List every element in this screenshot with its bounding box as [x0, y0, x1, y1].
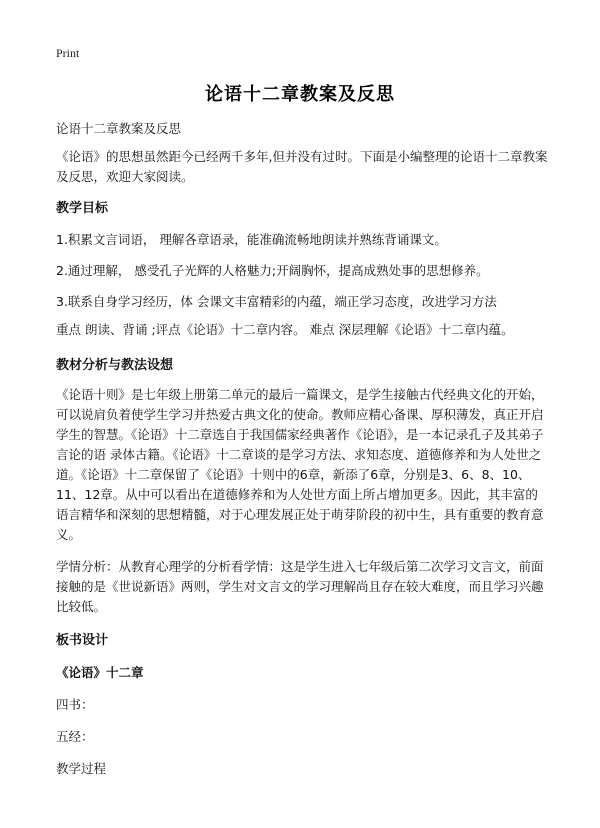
board-line: 教学过程 — [56, 761, 107, 776]
article-body — [56, 119, 550, 791]
analysis-paragraph: 《论语十则》是七年级上册第二单元的最后一篇课文，是学生接触古代经典文化的开始，可以说肩负着使学生学习并热爱古典文化的使命。教师应精心备课、厚积薄发，真正开启学生的智慧。《论语》十二章选自于我国儒家经典著作《论语》，是一本记录孔子及其弟子言论的语 录体古籍。《论语》十二章谈的是学习方法、求知态度、道德修养和为人处世之道。《论语》十二章保留了《论语》十则中的6章，新添了6章，分别是3、6、8、10、11、12章。从中可以看出在道德修养和为人处世方面上所占增加更多。因此，其丰富的语言精华和深刻的思想精髓，对于心理发展正处于萌芽阶段的初中生，具有重要的教育意义。 — [56, 387, 544, 542]
article-subtitle: 论语十二章教案及反思 — [56, 121, 182, 136]
goal-item: 3.联系自身学习经历，体 会课文丰富精彩的内蕴，端正学习态度，改进学习方法 — [56, 294, 497, 309]
board-design-heading: 板书设计 — [56, 633, 109, 648]
board-line: 五经： — [56, 729, 94, 744]
intro-paragraph: 《论语》的思想虽然距今已经两千多年,但并没有过时。下面是小编整理的论语十二章教案及反思，欢迎大家阅读。 — [56, 149, 548, 184]
print-link[interactable]: Print — [56, 46, 80, 60]
goal-item: 1.积累文言词语， 理解各章语录，能准确流畅地朗读并熟练背诵课文。 — [56, 232, 447, 247]
page-title: 论语十二章教案及反思 — [205, 84, 395, 105]
teaching-goals-heading: 教学目标 — [56, 201, 109, 216]
board-title: 《论语》十二章 — [56, 665, 144, 680]
learner-analysis-paragraph: 学情分析：从教育心理学的分析看学情：这是学生进入七年级后第二次学习文言文，前面接触的是《世说新语》两则，学生对文言文的学习理解尚且存在较大难度，而且学习兴趣比较低。 — [56, 559, 544, 614]
analysis-heading: 教材分析与教法设想 — [56, 358, 174, 373]
key-points-paragraph: 重点 朗读、背诵 ;评点《论语》十二章内容。 难点 深层理解《论语》十二章内蕴。 — [56, 322, 514, 337]
board-line: 四书： — [56, 697, 94, 712]
goal-item: 2.通过理解， 感受孔子光辉的人格魅力;开阔胸怀，提高成熟处事的思想修养。 — [56, 263, 489, 278]
